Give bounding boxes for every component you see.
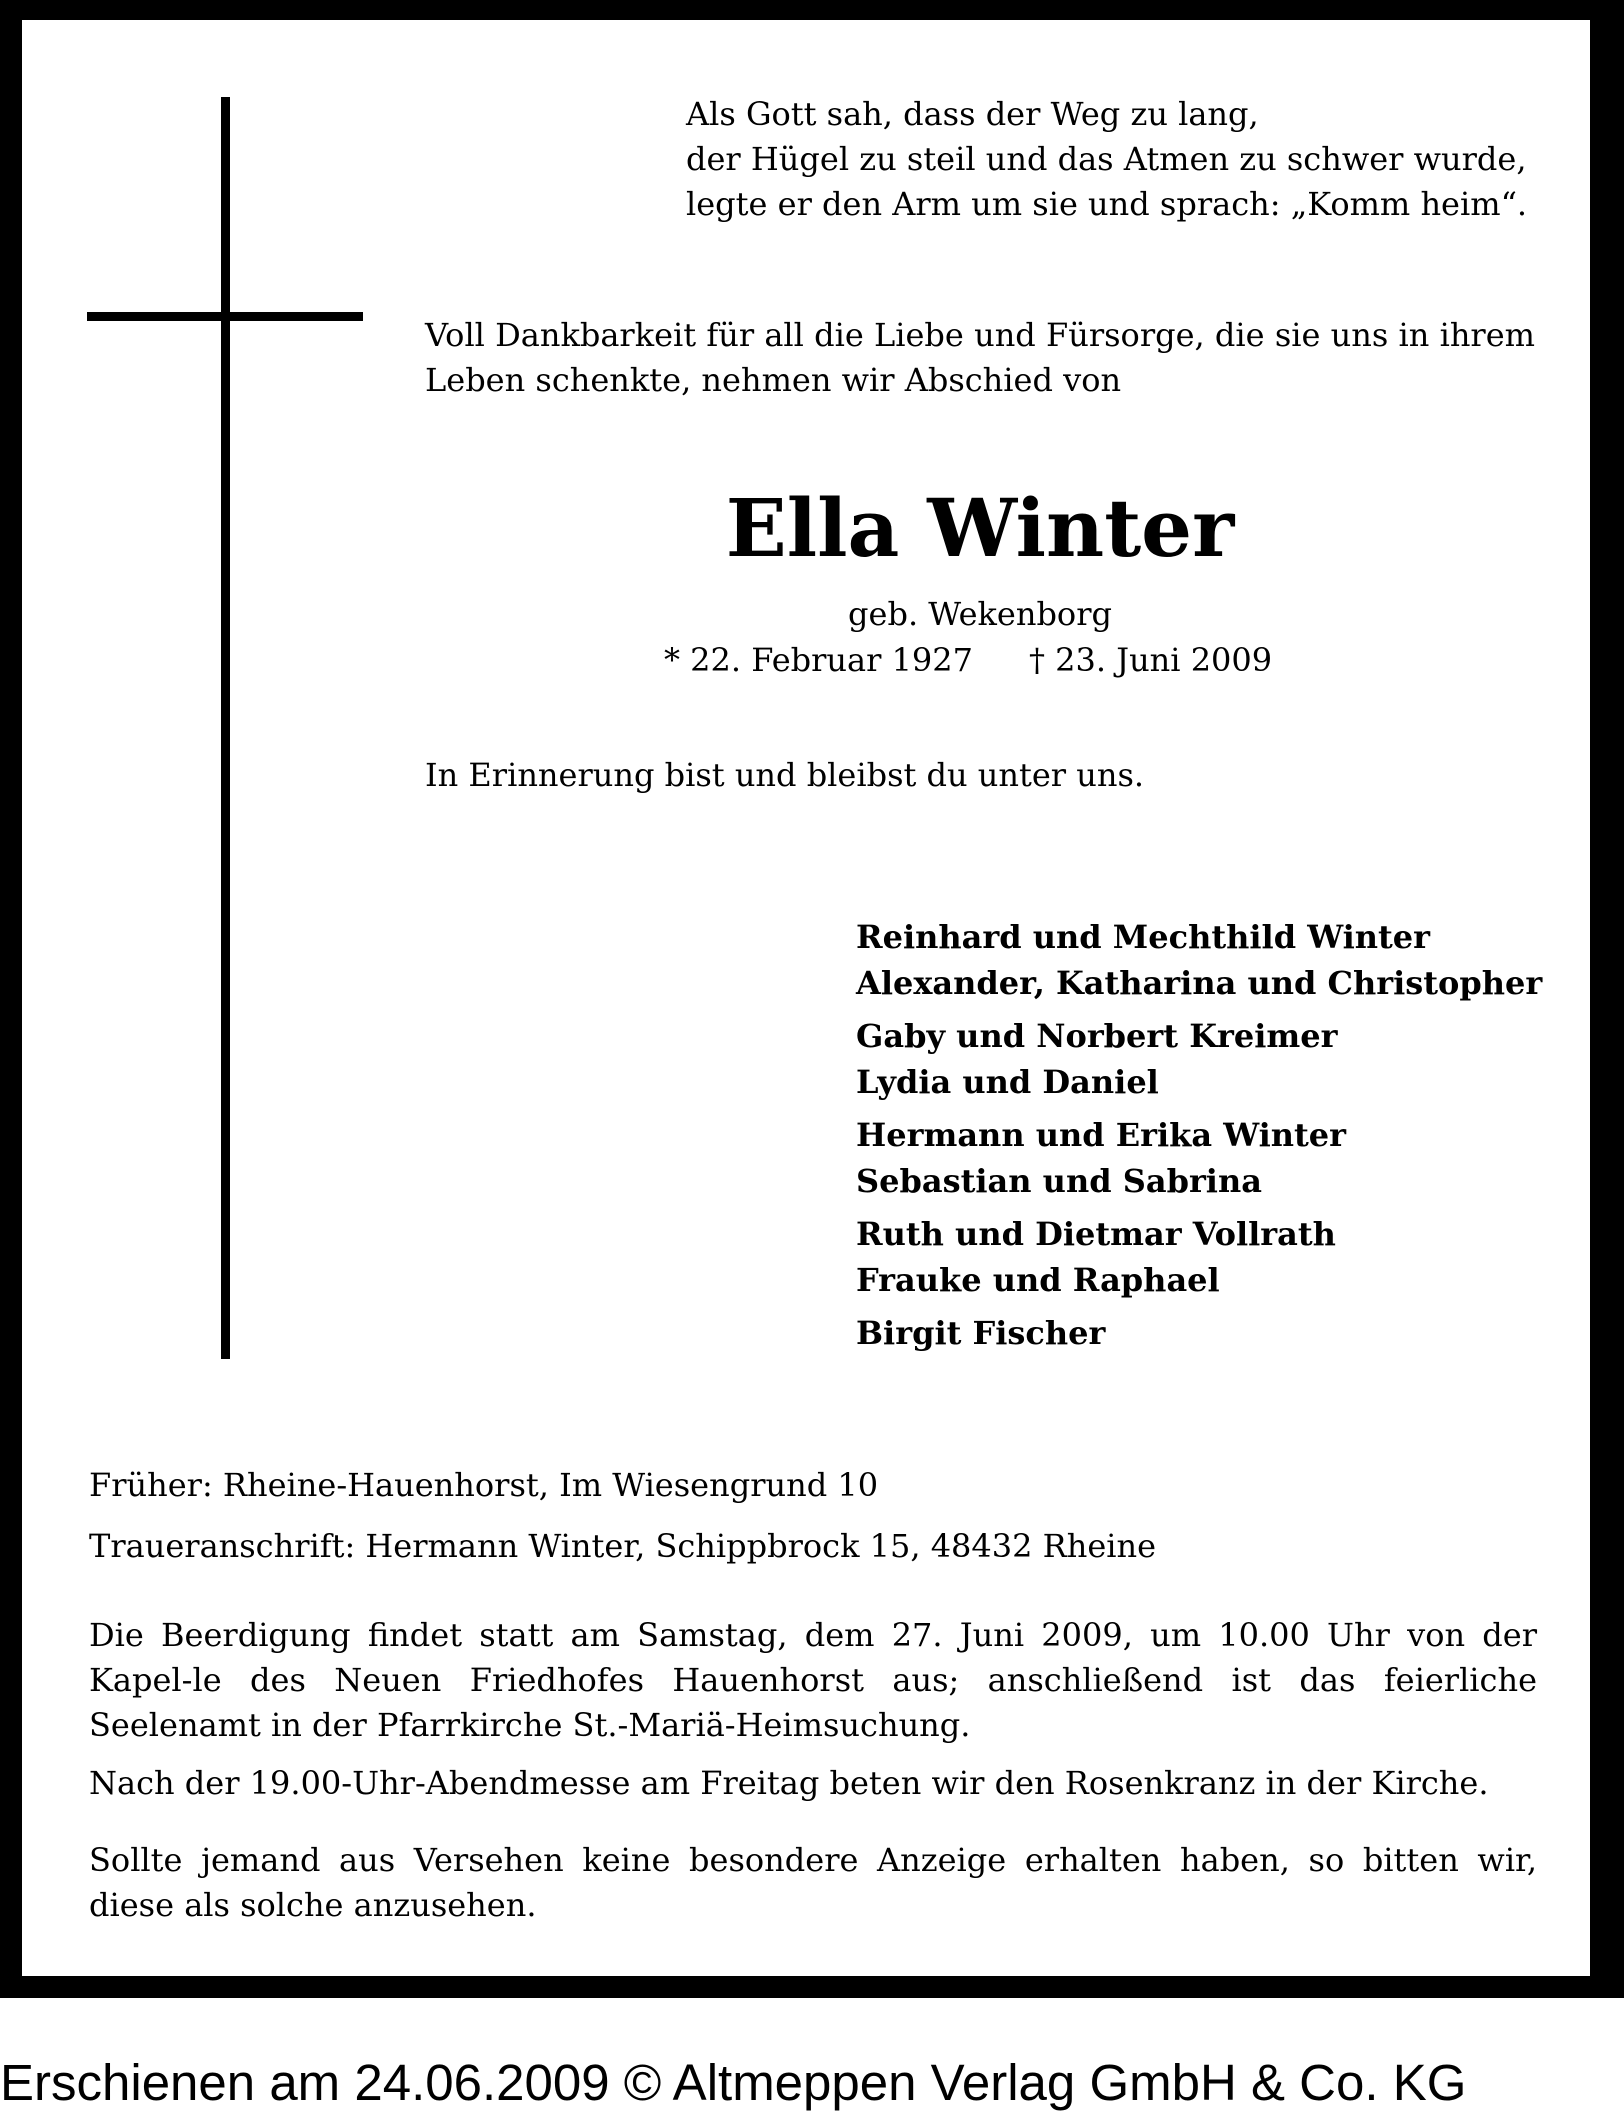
cross-horizontal-bar: [87, 312, 363, 321]
poem: [686, 92, 1527, 227]
maiden-name: geb. Wekenborg: [848, 595, 1112, 633]
intro-text: Voll Dankbarkeit für all die Liebe und Fürsorge, die sie uns in ihrem Leben schenkte, nehmen wir Abschied von: [425, 316, 1535, 399]
rosary-notice: Nach der 19.00-Uhr-Abendmesse am Freitag beten wir den Rosenkranz in der Kirche.: [89, 1764, 1489, 1802]
birth-date: * 22. Februar 1927: [664, 641, 973, 679]
deceased-name: Ella Winter: [725, 481, 1235, 575]
mourner-line: Frauke und Raphael: [856, 1261, 1220, 1299]
mourner-group: [856, 1211, 1542, 1303]
former-address: Früher: Rheine-Hauenhorst, Im Wiesengrund 10: [89, 1466, 879, 1504]
mourner-group: [856, 1112, 1542, 1204]
mourner-line: Hermann und Erika Winter: [856, 1116, 1347, 1154]
mourner-group: [856, 1013, 1542, 1105]
mourner-line: Birgit Fischer: [856, 1314, 1106, 1352]
mourner-line: Alexander, Katharina und Christopher: [856, 964, 1543, 1002]
poem-line: legte er den Arm um sie und sprach: „Komm heim“.: [686, 185, 1528, 223]
mourning-address: Traueranschrift: Hermann Winter, Schippbrock 15, 48432 Rheine: [89, 1527, 1157, 1565]
poem-line: Als Gott sah, dass der Weg zu lang,: [686, 95, 1259, 133]
mourner-group: [856, 1310, 1542, 1356]
mourners-list: [856, 914, 1542, 1363]
life-dates: [664, 638, 1272, 683]
mourner-line: Ruth und Dietmar Vollrath: [856, 1215, 1336, 1253]
poem-line: der Hügel zu steil und das Atmen zu schwer wurde,: [686, 140, 1527, 178]
memory-line: In Erinnerung bist und bleibst du unter uns.: [425, 756, 1145, 794]
mourner-group: [856, 914, 1542, 1006]
mourner-line: Gaby und Norbert Kreimer: [856, 1017, 1338, 1055]
mourner-line: Sebastian und Sabrina: [856, 1162, 1262, 1200]
funeral-details: Die Beerdigung findet statt am Samstag, dem 27. Juni 2009, um 10.00 Uhr von der Kapel-le des Neuen Friedhofes Hauenhorst aus; anschließend ist das feierliche Seelenamt in der Pfarrkirche St.-Mariä-Heimsuchung.: [89, 1616, 1537, 1744]
missing-notice: Sollte jemand aus Versehen keine besondere Anzeige erhalten haben, so bitten wir, diese als solche anzusehen.: [89, 1841, 1537, 1924]
death-date: † 23. Juni 2009: [1029, 641, 1273, 679]
mourner-line: Reinhard und Mechthild Winter: [856, 918, 1430, 956]
publication-footer: Erschienen am 24.06.2009 © Altmeppen Verlag GmbH & Co. KG: [0, 2054, 1467, 2111]
cross-vertical-bar: [221, 97, 230, 1359]
mourner-line: Lydia und Daniel: [856, 1063, 1159, 1101]
